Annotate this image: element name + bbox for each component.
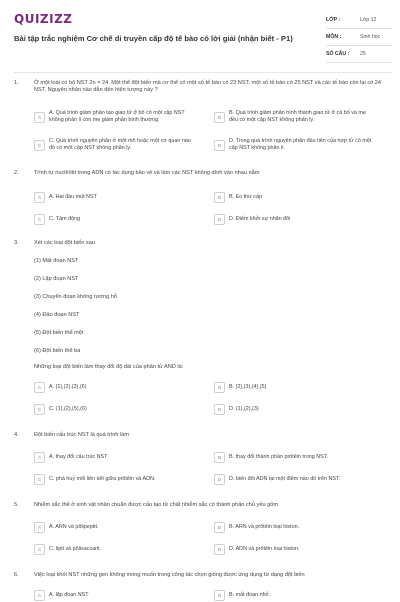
option-text: A. (1),(2),(3),(6) — [49, 383, 87, 390]
option-letter: C — [34, 544, 45, 555]
statement-item: (6) Đột biến thể ba — [34, 348, 81, 354]
meta-row-subject — [326, 29, 392, 46]
meta-value: Sinh học — [360, 34, 381, 40]
option-letter: A — [34, 452, 45, 463]
option-b[interactable] — [214, 450, 374, 464]
question-number: 3. — [14, 240, 19, 246]
option-d[interactable] — [214, 212, 374, 226]
question-text: Việc loại khỏi NST những gen không mong muốn trong công tác chọn giống được ứng dụng từ dạng đột biến — [34, 572, 305, 578]
meta-value: Lớp 12 — [360, 17, 377, 23]
option-text: C. lipit và pôlisaccarit. — [49, 545, 102, 552]
statement-item: (5) Đột biến thể một — [34, 330, 84, 336]
question-prompt: Những loại đột biến làm thay đổi độ dài của phân tử AND là: — [34, 364, 184, 370]
option-text: B. Eo thứ cấp — [229, 193, 262, 200]
question-number: 4. — [14, 432, 19, 438]
option-text: C. phá huỷ mối liên kết giữa prôtêin và ADN. — [49, 475, 156, 482]
worksheet-header — [0, 0, 400, 72]
header-divider — [14, 72, 392, 73]
question-number: 1. — [14, 80, 19, 86]
statement-item: (4) Đảo đoạn NST — [34, 312, 80, 318]
option-b[interactable] — [214, 190, 374, 204]
option-text: B. mất đoạn nhỏ. — [229, 591, 271, 598]
meta-label: SỐ CÂU : — [326, 51, 350, 57]
option-a[interactable] — [34, 450, 194, 464]
option-letter: B — [214, 382, 225, 393]
option-letter: C — [34, 214, 45, 225]
option-a[interactable] — [34, 190, 194, 204]
worksheet-title: Bài tập trắc nghiệm Cơ chế di truyền cấp độ tế bào có lời giải (nhận biết - P1) — [14, 34, 293, 43]
option-letter: A — [34, 112, 45, 123]
option-letter: C — [34, 140, 45, 151]
option-text: B. thay đổi thành phần prôtêin trong NST. — [229, 453, 328, 460]
option-c[interactable] — [34, 472, 194, 486]
option-text: D. biến đổi ADN tại một điểm nào đó trên NST. — [229, 475, 341, 482]
meta-row-grade — [326, 12, 392, 29]
option-text: B. ARN và prôtêin loại histon. — [229, 523, 300, 530]
option-a[interactable] — [34, 108, 194, 126]
option-text: C. Quá trình nguyên phân ở một mô hoặc một cơ quan nào đó có một cặp NST không phân ly. — [49, 138, 191, 151]
option-letter: D — [214, 474, 225, 485]
option-letter: D — [214, 544, 225, 555]
brand-logo: QUIZIZZ — [14, 12, 73, 26]
meta-panel — [326, 12, 392, 63]
question-number: 2. — [14, 170, 19, 176]
question-text: Nhiễm sắc thể ở sinh vật nhân chuẩn được cấu tạo từ chất nhiễm sắc có thành phần chủ yếu gồm — [34, 502, 279, 508]
option-b[interactable] — [214, 520, 374, 534]
option-text: D. Trong quá trình nguyên phân đầu tiên của hợp tử có một cặp NST không phân li. — [229, 138, 372, 151]
option-letter: A — [34, 590, 45, 601]
question-number: 6. — [14, 572, 19, 578]
option-letter: B — [214, 590, 225, 601]
option-d[interactable] — [214, 402, 374, 416]
option-text: C. Tâm động — [49, 215, 81, 222]
option-letter: B — [214, 112, 225, 123]
question-number: 5. — [14, 502, 19, 508]
option-letter: C — [34, 474, 45, 485]
option-letter: B — [214, 452, 225, 463]
question-text: Ở một loài có bộ NST 2n = 24. Một thể đột biến mà cơ thể có một số tế bào có 23 NST, một số tế bào có 25 NST và các tế bào còn lại có 24 NST. Nguyên nhân nào dẫn đến hiện tượng này ? — [34, 80, 382, 94]
option-letter: B — [214, 192, 225, 203]
question-text: Đột biến cấu trúc NST là quá trình làm — [34, 432, 130, 438]
meta-row-count — [326, 46, 392, 63]
statement-item: (3) Chuyển đoạn không tương hỗ — [34, 294, 117, 300]
option-text: C. (1),(2),(5),(6) — [49, 405, 87, 412]
option-b[interactable] — [214, 380, 374, 394]
option-letter: D — [214, 404, 225, 415]
option-d[interactable] — [214, 136, 374, 154]
option-letter: C — [34, 404, 45, 415]
option-text: A. lặp đoạn NST — [49, 591, 89, 598]
question-text: Xét các loại đột biến sau — [34, 240, 95, 246]
option-letter: B — [214, 522, 225, 533]
option-a[interactable] — [34, 380, 194, 394]
option-c[interactable] — [34, 402, 194, 416]
meta-value: 25 — [360, 51, 366, 57]
option-text: D. Điểm khởi sự nhân đôi — [229, 215, 291, 222]
option-a[interactable] — [34, 520, 194, 534]
option-text: A. Quá trình giảm phân tạo giao tử ở bố có một cặp NST không phân li còn mẹ giảm phân bình thường. — [49, 110, 185, 123]
statement-item: (2) Lặp đoạn NST — [34, 276, 79, 282]
question-text: Trình tự nuclêôtit trong ADN có tác dụng bảo vệ và làm các NST không dính vào nhau nằm — [34, 170, 260, 176]
option-b[interactable] — [214, 108, 374, 126]
option-text: A. ARN và pôlipeptit. — [49, 523, 99, 530]
option-c[interactable] — [34, 212, 194, 226]
option-text: D. (1),(2),(3) — [229, 405, 259, 412]
option-letter: A — [34, 192, 45, 203]
option-text: B. Quá trình giảm phân hình thành giao tử ở cả bố và mẹ đều có một cặp NST không phân ly. — [229, 110, 366, 123]
option-letter: A — [34, 522, 45, 533]
statement-item: (1) Mất đoạn NST — [34, 258, 79, 264]
option-text: A. thay đổi cấu trúc NST — [49, 453, 108, 460]
option-text: B. (2),(3),(4),(5) — [229, 383, 267, 390]
meta-label: LỚP : — [326, 17, 341, 23]
option-letter: A — [34, 382, 45, 393]
option-d[interactable] — [214, 472, 374, 486]
option-c[interactable] — [34, 136, 194, 154]
option-letter: D — [214, 214, 225, 225]
option-letter: D — [214, 140, 225, 151]
option-text: A. Hai đầu mút NST — [49, 193, 97, 200]
meta-label: MÔN : — [326, 34, 342, 40]
option-text: D. ADN và prôtêin loại histon. — [229, 545, 300, 552]
option-c[interactable] — [34, 542, 194, 556]
option-d[interactable] — [214, 542, 374, 556]
